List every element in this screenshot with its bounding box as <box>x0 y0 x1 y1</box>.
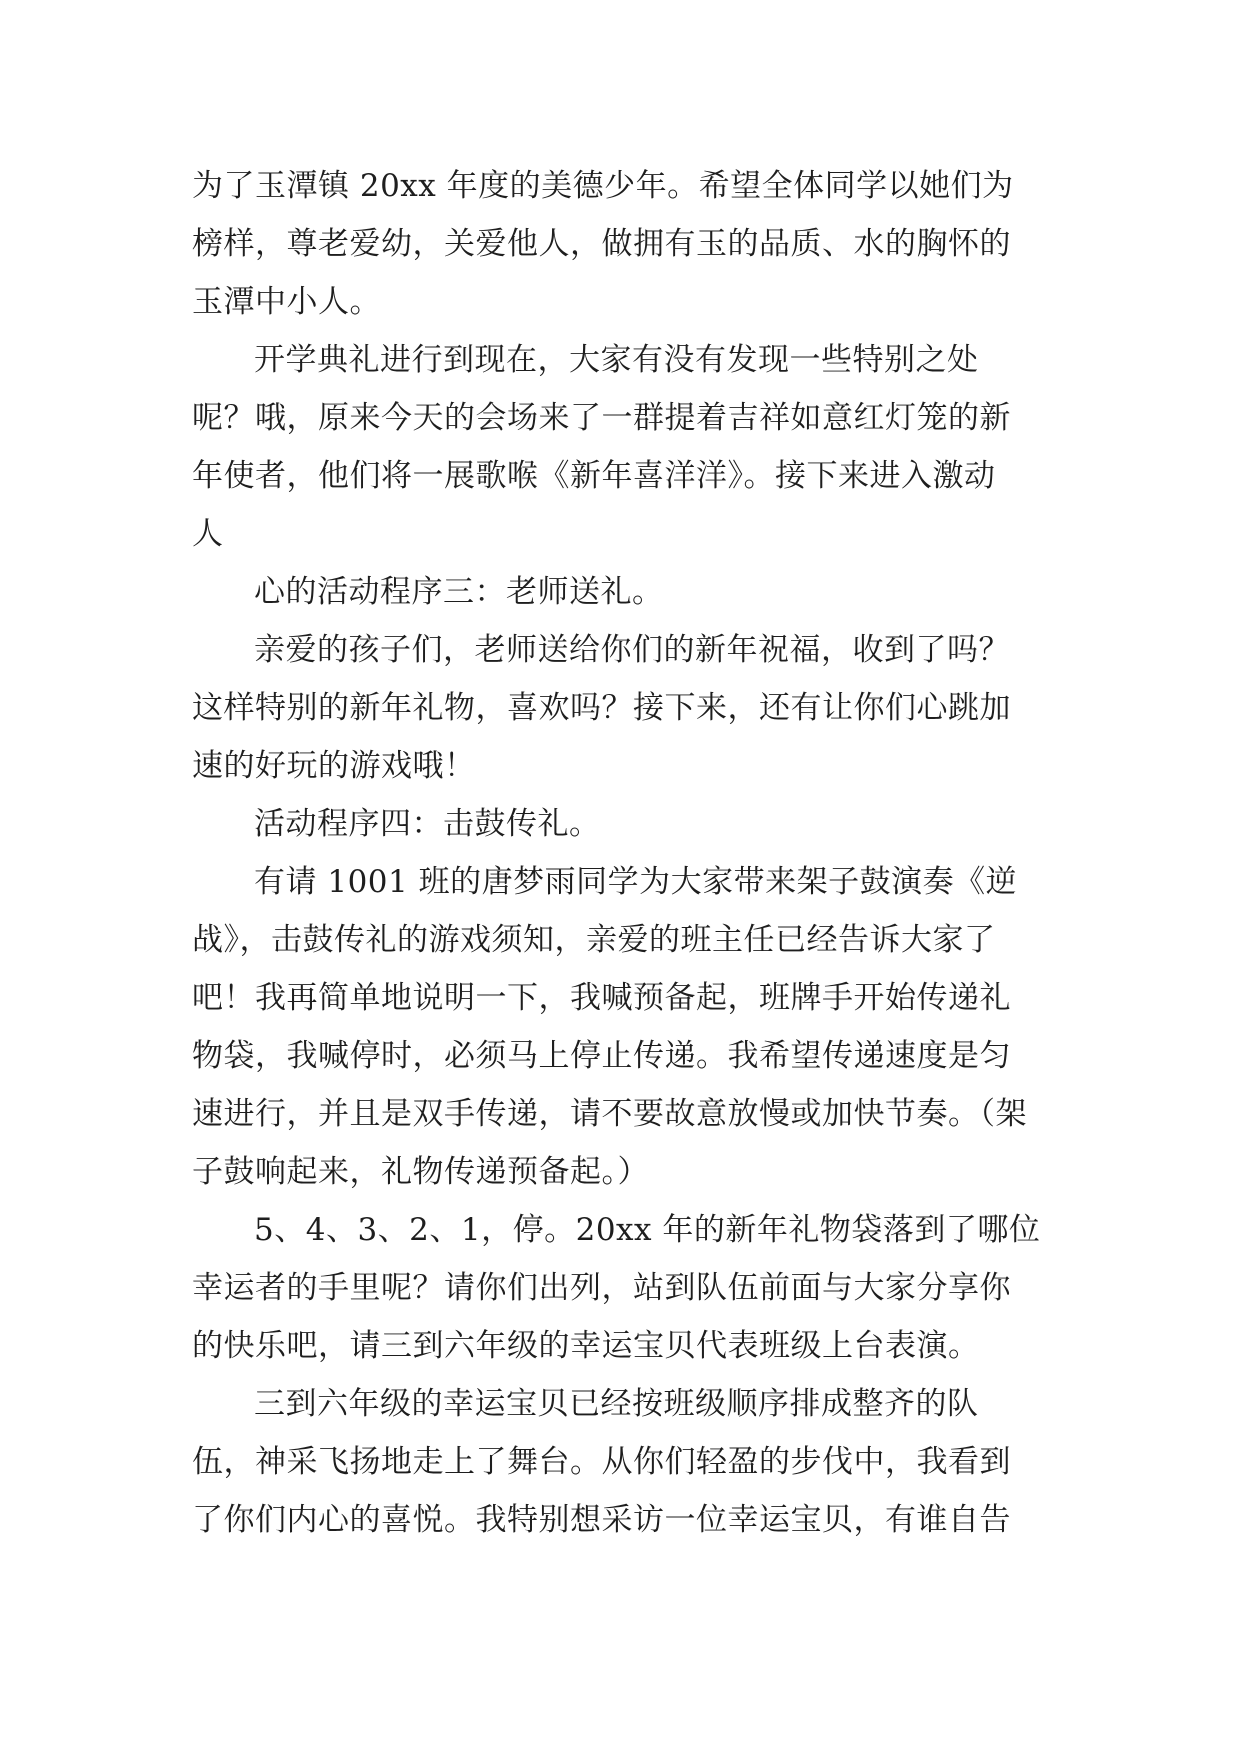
text-line: 的快乐吧，请三到六年级的幸运宝贝代表班级上台表演。 <box>192 1328 980 1364</box>
text-line: 了你们内心的喜悦。我特别想采访一位幸运宝贝，有谁自告 <box>192 1502 1011 1538</box>
text-line: 幸运者的手里呢？请你们出列，站到队伍前面与大家分享你 <box>192 1270 1011 1306</box>
text-line: 开学典礼进行到现在，大家有没有发现一些特别之处 <box>254 342 979 378</box>
text-line: 为了玉潭镇 20xx 年度的美德少年。希望全体同学以她们为 <box>192 168 1014 204</box>
text-line: 榜样，尊老爱幼，关爱他人，做拥有玉的品质、水的胸怀的 <box>192 226 1011 262</box>
text-line: 人 <box>192 516 224 552</box>
text-line: 心的活动程序三：老师送礼。 <box>254 574 664 610</box>
text-line: 呢？哦，原来今天的会场来了一群提着吉祥如意红灯笼的新 <box>192 400 1011 436</box>
text-line: 战》，击鼓传礼的游戏须知，亲爱的班主任已经告诉大家了 <box>192 922 996 958</box>
text-line: 子鼓响起来，礼物传递预备起。） <box>192 1154 649 1190</box>
paragraph <box>192 331 1052 563</box>
paragraph <box>192 1201 1052 1375</box>
text-line: 速的好玩的游戏哦！ <box>192 748 476 784</box>
text-line: 速进行，并且是双手传递，请不要故意放慢或加快节奏。（架 <box>192 1096 1027 1132</box>
paragraph <box>192 853 1052 1201</box>
text-line: 5、4、3、2、1，停。20xx 年的新年礼物袋落到了哪位 <box>254 1212 1041 1248</box>
text-line: 这样特别的新年礼物，喜欢吗？接下来，还有让你们心跳加 <box>192 690 1011 726</box>
paragraph <box>192 1375 1052 1549</box>
text-line: 年使者，他们将一展歌喉《新年喜洋洋》。接下来进入激动 <box>192 458 996 494</box>
text-line: 三到六年级的幸运宝贝已经按班级顺序排成整齐的队 <box>254 1386 979 1422</box>
text-line: 有请 1001 班的唐梦雨同学为大家带来架子鼓演奏《逆 <box>254 864 1018 900</box>
paragraph <box>192 157 1052 331</box>
text-line: 伍，神采飞扬地走上了舞台。从你们轻盈的步伐中，我看到 <box>192 1444 1011 1480</box>
paragraph <box>192 795 1052 853</box>
text-line: 活动程序四：击鼓传礼。 <box>254 806 601 842</box>
document-body <box>192 157 1052 1549</box>
paragraph <box>192 621 1052 795</box>
text-line: 物袋，我喊停时，必须马上停止传递。我希望传递速度是匀 <box>192 1038 1011 1074</box>
text-line: 玉潭中小人。 <box>192 284 381 320</box>
text-line: 亲爱的孩子们，老师送给你们的新年祝福，收到了吗？ <box>254 632 1010 668</box>
text-line: 吧！我再简单地说明一下，我喊预备起，班牌手开始传递礼 <box>192 980 1011 1016</box>
paragraph <box>192 563 1052 621</box>
